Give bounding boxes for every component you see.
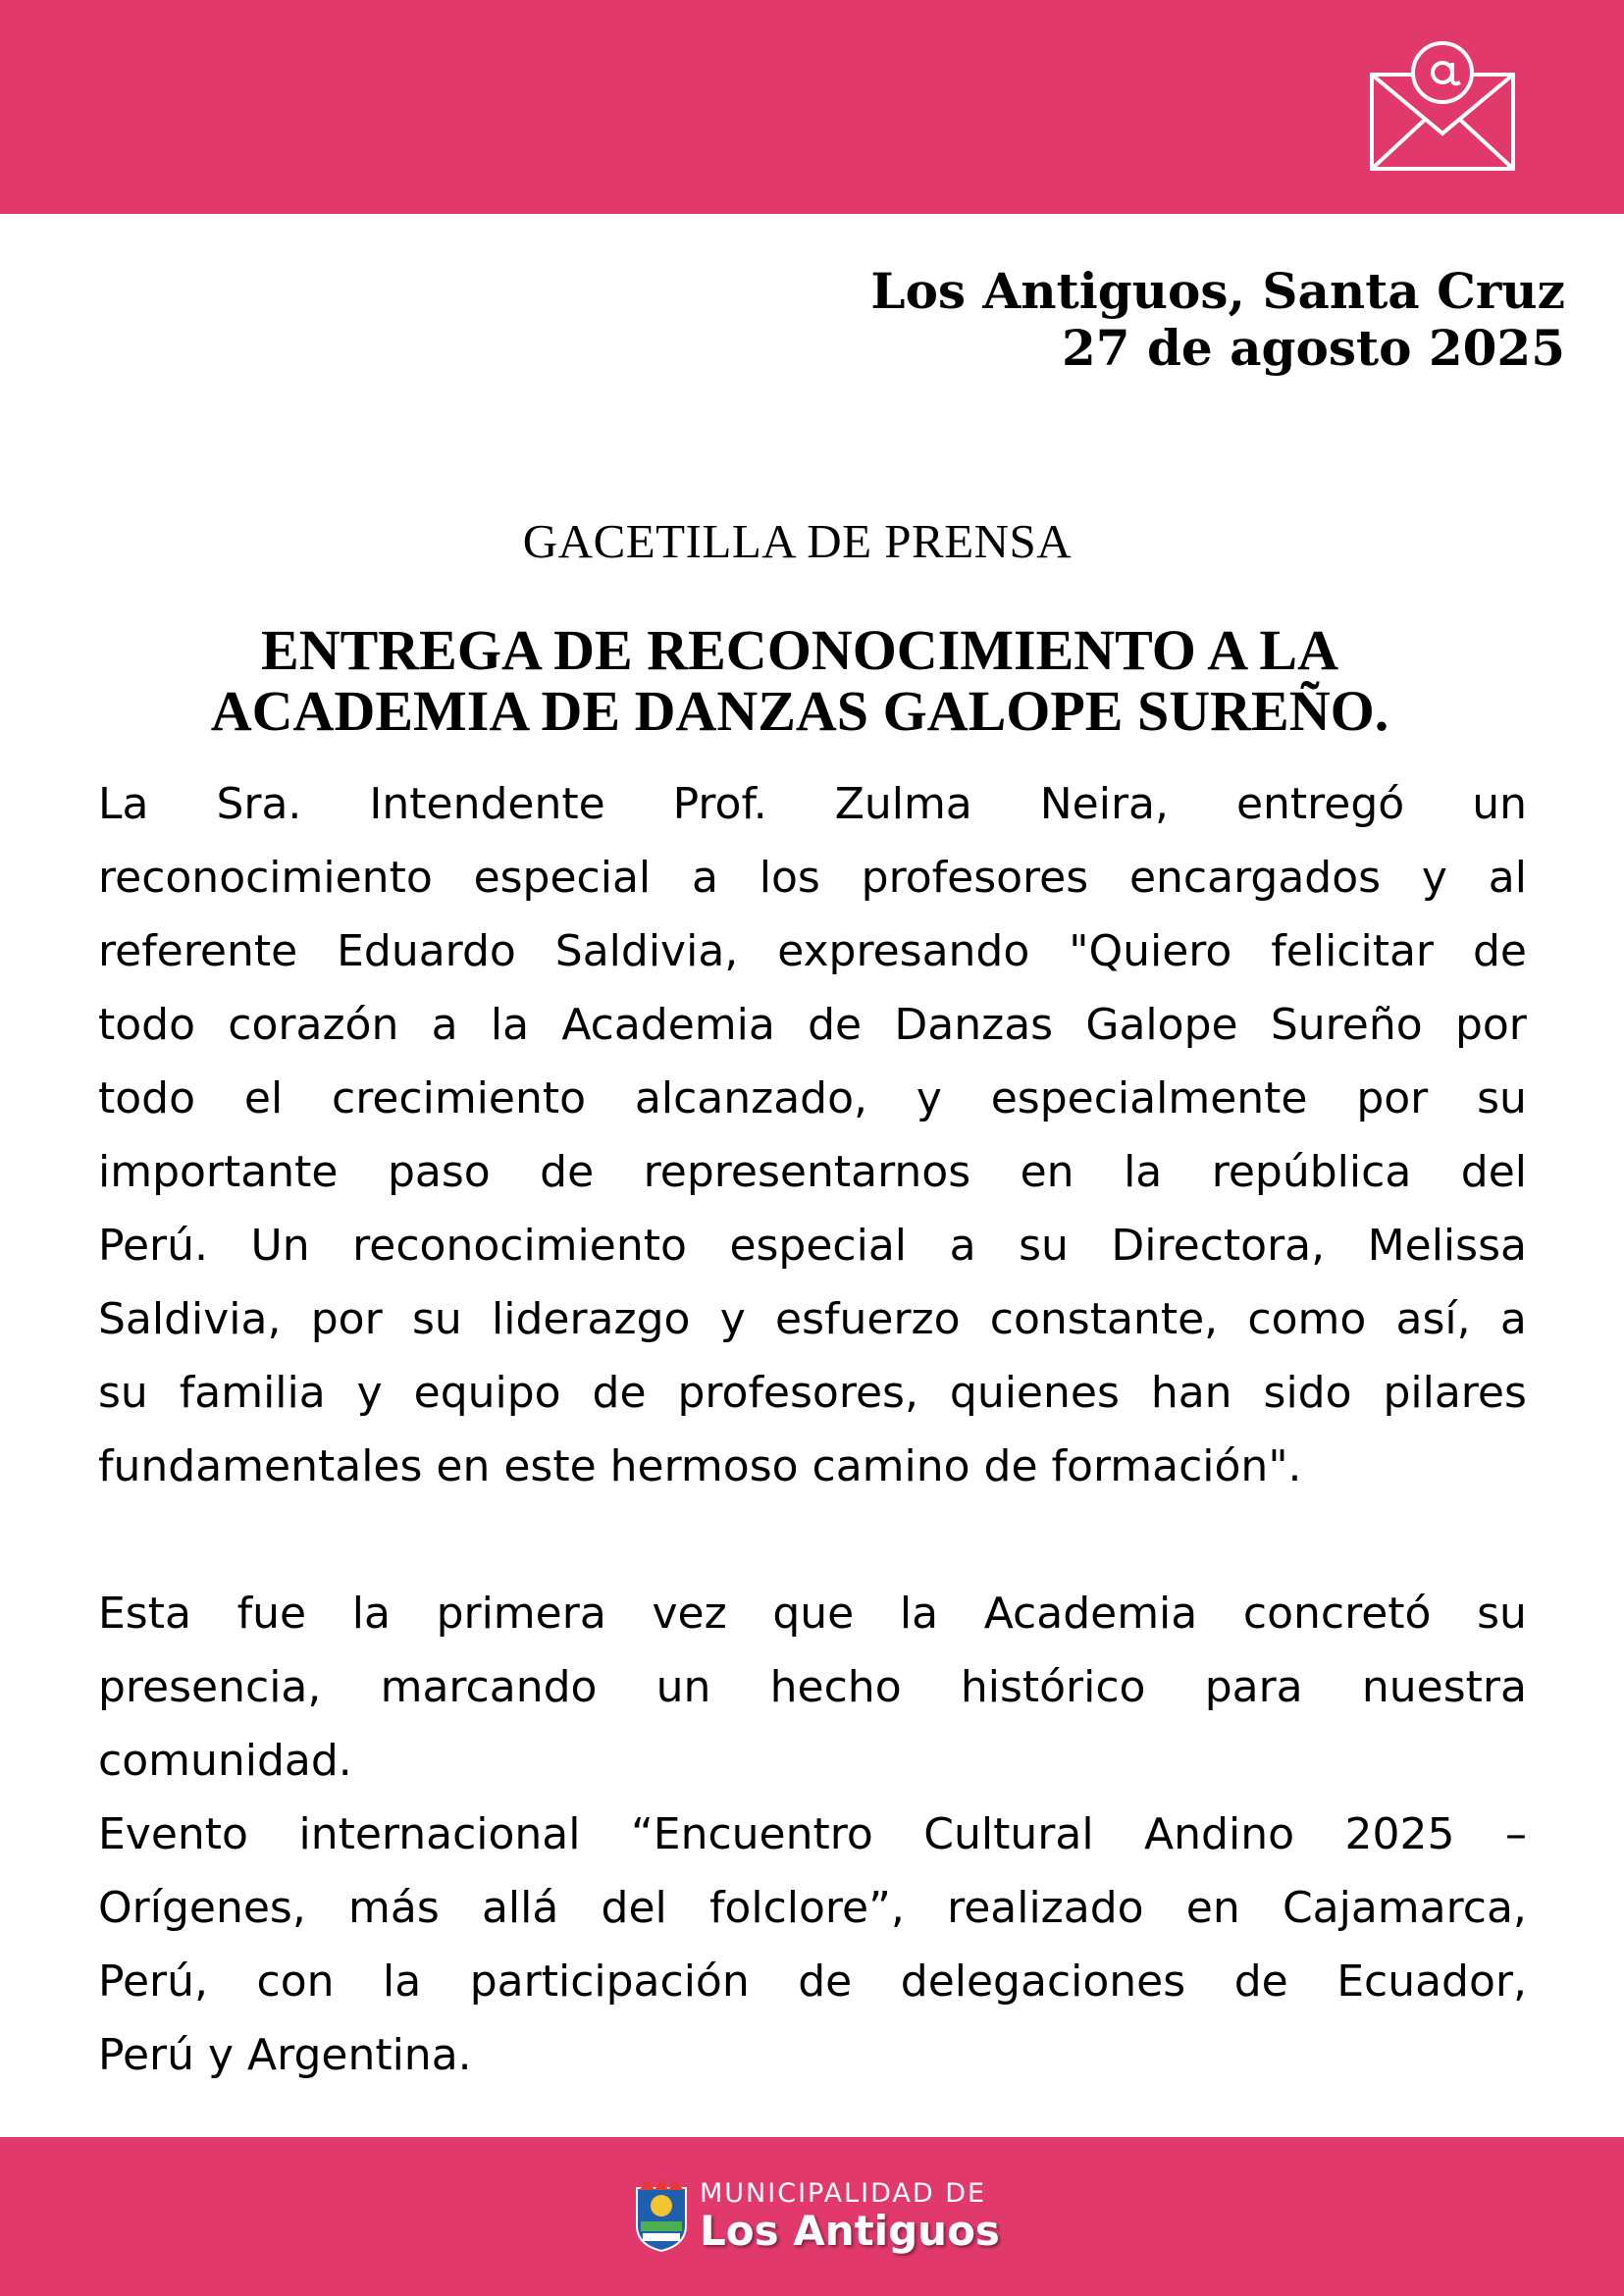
word: del bbox=[601, 1883, 667, 1933]
word: representarnos bbox=[643, 1147, 971, 1197]
word: en bbox=[1185, 1883, 1240, 1933]
place: Los Antiguos, Santa Cruz bbox=[870, 262, 1565, 320]
body-line bbox=[98, 988, 1527, 1062]
word: de bbox=[592, 1368, 647, 1418]
word: alcanzado, bbox=[634, 1073, 867, 1123]
word: Eduardo bbox=[337, 926, 516, 976]
word: delegaciones bbox=[900, 1957, 1186, 2007]
word: constante, bbox=[989, 1294, 1219, 1344]
word: Ecuador, bbox=[1336, 1957, 1527, 2007]
body-line bbox=[98, 1209, 1527, 1282]
word: referente bbox=[98, 926, 298, 976]
word: república bbox=[1211, 1147, 1412, 1197]
word: por bbox=[310, 1294, 383, 1344]
word: Prof. bbox=[672, 779, 767, 829]
word: histórico bbox=[960, 1662, 1146, 1712]
word: reconocimiento bbox=[98, 853, 433, 903]
word: marcando bbox=[380, 1662, 598, 1712]
date: 27 de agosto 2025 bbox=[1061, 319, 1565, 377]
word: el bbox=[243, 1073, 284, 1123]
header-banner bbox=[0, 0, 1624, 214]
word: concretó bbox=[1242, 1589, 1432, 1639]
word: su bbox=[1019, 1221, 1069, 1271]
paragraph-1 bbox=[98, 767, 1527, 1503]
word: expresando bbox=[777, 926, 1030, 976]
word: en bbox=[1020, 1147, 1074, 1197]
word: profesores bbox=[861, 853, 1089, 903]
word: familia bbox=[179, 1368, 326, 1418]
word: a bbox=[949, 1221, 976, 1271]
word: Andino bbox=[1144, 1809, 1294, 1859]
word: paso bbox=[387, 1147, 491, 1197]
body-line bbox=[98, 841, 1527, 914]
paragraph-3 bbox=[98, 1798, 1527, 2092]
body-line bbox=[98, 1945, 1527, 2018]
body-line bbox=[98, 767, 1527, 841]
word: – bbox=[1504, 1809, 1527, 1859]
word: encargados bbox=[1128, 853, 1382, 903]
body-line bbox=[98, 1062, 1527, 1135]
word: por bbox=[1454, 1000, 1527, 1050]
body-line bbox=[98, 1577, 1527, 1650]
word: hecho bbox=[769, 1662, 902, 1712]
document-kicker: GACETILLA DE PRENSA bbox=[522, 514, 1073, 568]
word: Orígenes, bbox=[98, 1883, 306, 1933]
word: Academia bbox=[983, 1589, 1198, 1639]
word: la bbox=[899, 1589, 939, 1639]
word: vez bbox=[652, 1589, 727, 1639]
body-line: Perú y Argentina. bbox=[98, 2030, 472, 2080]
word: y bbox=[916, 1073, 942, 1123]
word: especial bbox=[729, 1221, 908, 1271]
word: corazón bbox=[228, 1000, 399, 1050]
logo-line-2: Los Antiguos bbox=[700, 2207, 1000, 2255]
body-line bbox=[98, 1356, 1527, 1430]
paragraph-gap bbox=[98, 1503, 1527, 1577]
body-line: comunidad. bbox=[98, 1736, 352, 1786]
headline bbox=[137, 620, 1462, 742]
word: realizado bbox=[947, 1883, 1144, 1933]
word: de bbox=[1472, 926, 1527, 976]
word: Directora, bbox=[1111, 1221, 1326, 1271]
word: como bbox=[1247, 1294, 1367, 1344]
word: todo bbox=[98, 1073, 196, 1123]
word: Saldivia, bbox=[554, 926, 739, 976]
word: crecimiento bbox=[332, 1073, 587, 1123]
body-text bbox=[98, 767, 1527, 2092]
headline-line-1: ENTREGA DE RECONOCIMIENTO A LA bbox=[261, 618, 1338, 682]
paragraph-2 bbox=[98, 1577, 1527, 1798]
word: nuestra bbox=[1361, 1662, 1527, 1712]
body-line bbox=[98, 914, 1527, 988]
word: por bbox=[1356, 1073, 1429, 1123]
word: Galope bbox=[1085, 1000, 1238, 1050]
word: de bbox=[540, 1147, 595, 1197]
word: "Quiero bbox=[1069, 926, 1232, 976]
word: que bbox=[772, 1589, 855, 1639]
word: Cultural bbox=[923, 1809, 1094, 1859]
word: y bbox=[719, 1294, 746, 1344]
word: Esta bbox=[98, 1589, 191, 1639]
word: participación bbox=[469, 1957, 750, 2007]
word: la bbox=[351, 1589, 391, 1639]
word: Evento bbox=[98, 1809, 248, 1859]
word: así, bbox=[1395, 1294, 1471, 1344]
logo-text bbox=[700, 2178, 1000, 2253]
word: y bbox=[1421, 853, 1447, 903]
word: la bbox=[1124, 1147, 1163, 1197]
word: reconocimiento bbox=[352, 1221, 687, 1271]
word: liderazgo bbox=[492, 1294, 691, 1344]
word: la bbox=[383, 1957, 422, 2007]
word: de bbox=[798, 1957, 853, 2007]
word: Academia bbox=[561, 1000, 775, 1050]
word: Perú, bbox=[98, 1957, 208, 2007]
word: 2025 bbox=[1344, 1809, 1455, 1859]
municipal-shield-icon bbox=[633, 2178, 690, 2253]
word: sido bbox=[1263, 1368, 1352, 1418]
logo-line-1: MUNICIPALIDAD DE bbox=[700, 2178, 987, 2209]
word: más bbox=[348, 1883, 440, 1933]
word: y bbox=[356, 1368, 383, 1418]
word: Cajamarca, bbox=[1282, 1883, 1527, 1933]
word: al bbox=[1488, 853, 1527, 903]
word: un bbox=[1472, 779, 1527, 829]
word: su bbox=[1477, 1073, 1527, 1123]
word: a bbox=[1499, 1294, 1527, 1344]
word: allá bbox=[481, 1883, 559, 1933]
word: equipo bbox=[413, 1368, 561, 1418]
headline-line-2: ACADEMIA DE DANZAS GALOPE SUREÑO. bbox=[210, 679, 1389, 743]
body-line bbox=[98, 1871, 1527, 1945]
body-line bbox=[98, 1135, 1527, 1209]
word: Neira, bbox=[1039, 779, 1169, 829]
word: a bbox=[431, 1000, 458, 1050]
word: quienes bbox=[949, 1368, 1120, 1418]
word: especialmente bbox=[990, 1073, 1308, 1123]
word: de bbox=[1233, 1957, 1288, 2007]
word: de bbox=[808, 1000, 863, 1050]
word: pilares bbox=[1383, 1368, 1527, 1418]
word: Un bbox=[250, 1221, 310, 1271]
body-line bbox=[98, 1282, 1527, 1356]
word: presencia, bbox=[98, 1662, 322, 1712]
place-date bbox=[870, 263, 1565, 377]
word: Intendente bbox=[369, 779, 605, 829]
word: esfuerzo bbox=[775, 1294, 961, 1344]
word: profesores, bbox=[677, 1368, 918, 1418]
word: su bbox=[98, 1368, 148, 1418]
body-line bbox=[98, 1798, 1527, 1871]
word: la bbox=[490, 1000, 530, 1050]
word: Saldivia, bbox=[98, 1294, 282, 1344]
word: importante bbox=[98, 1147, 339, 1197]
word: Melissa bbox=[1367, 1221, 1527, 1271]
word: Sra. bbox=[216, 779, 302, 829]
word: los bbox=[759, 853, 820, 903]
body-line: fundamentales en este hermoso camino de formación". bbox=[98, 1441, 1302, 1491]
email-envelope-icon bbox=[1364, 39, 1521, 177]
word: han bbox=[1150, 1368, 1232, 1418]
word: fue bbox=[236, 1589, 307, 1639]
word: entregó bbox=[1235, 779, 1405, 829]
word: Sureño bbox=[1270, 1000, 1423, 1050]
word: internacional bbox=[298, 1809, 581, 1859]
word: Perú. bbox=[98, 1221, 208, 1271]
word: “Encuentro bbox=[630, 1809, 873, 1859]
word: todo bbox=[98, 1000, 196, 1050]
word: para bbox=[1204, 1662, 1303, 1712]
word: La bbox=[98, 779, 149, 829]
word: a bbox=[691, 853, 718, 903]
word: Zulma bbox=[834, 779, 972, 829]
word: su bbox=[411, 1294, 462, 1344]
body-line bbox=[98, 1650, 1527, 1724]
municipality-logo bbox=[633, 2176, 1000, 2255]
word: especial bbox=[473, 853, 652, 903]
word: con bbox=[256, 1957, 335, 2007]
word: su bbox=[1477, 1589, 1527, 1639]
word: primera bbox=[436, 1589, 606, 1639]
word: folclore”, bbox=[708, 1883, 905, 1933]
word: un bbox=[655, 1662, 711, 1712]
word: Danzas bbox=[894, 1000, 1054, 1050]
word: felicitar bbox=[1271, 926, 1435, 976]
word: del bbox=[1460, 1147, 1527, 1197]
